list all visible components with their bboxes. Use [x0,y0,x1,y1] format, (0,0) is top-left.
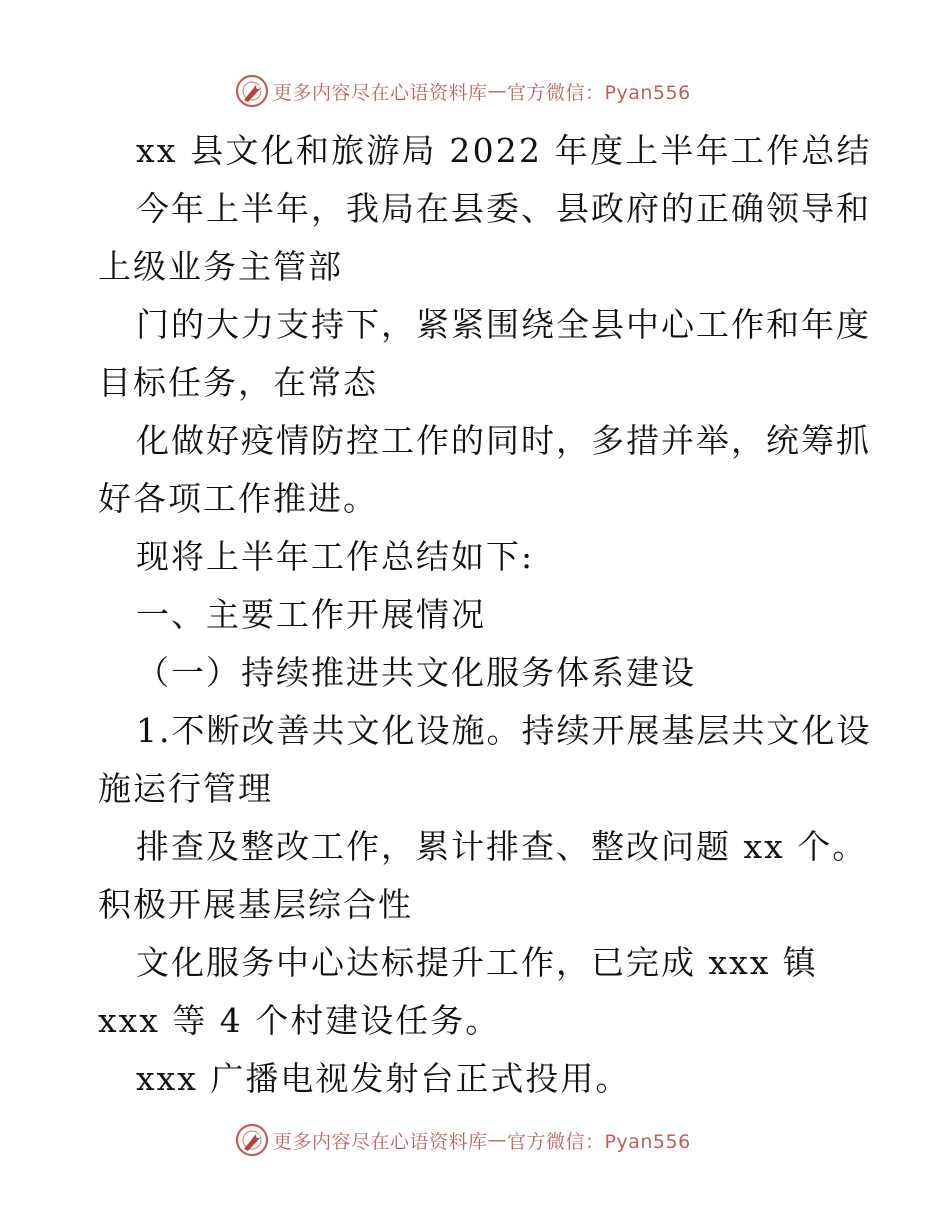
text-line: 排查及整改工作，累计排查、整改问题 xx 个。 [136,827,868,866]
text-line: 今年上半年，我局在县委、县政府的正确领导和 [136,189,871,228]
text-line: 门的大力支持下，紧紧围绕全县中心工作和年度 [136,305,871,344]
text-line: 1.不断改善共文化设施。持续开展基层共文化设 [136,711,872,750]
document-body [98,122,872,1108]
text-line: 化做好疫情防控工作的同时，多措并举，统筹抓 [136,421,871,460]
document-title: xx 县文化和旅游局 2022 年度上半年工作总结 [136,131,872,170]
text-line: 目标任务，在常态 [98,363,378,402]
watermark-wechat: 官方微信：Pyan556 [507,81,691,104]
text-line: xxx 等 4 个村建设任务。 [98,1001,501,1040]
watermark-separator: — [487,80,508,102]
text-line: 施运行管理 [98,769,273,808]
watermark-title: 更多内容尽在心语资料库 [273,1130,488,1153]
text-line: 一、主要工作开展情况 [136,595,486,634]
text-line: 好各项工作推进。 [98,479,378,518]
text-line: （一）持续推进共文化服务体系建设 [136,653,696,692]
text-line: xxx 广播电视发射台正式投用。 [136,1059,631,1098]
pen-nib-circle-logo-icon [234,1122,270,1158]
watermark-title: 更多内容尽在心语资料库 [273,81,488,104]
paragraph-lines [98,180,872,1108]
watermark-wechat: 官方微信：Pyan556 [507,1130,691,1153]
watermark-footer [234,1122,691,1158]
watermark-header [234,73,691,109]
text-line: 上级业务主管部 [98,247,343,286]
watermark-separator: — [487,1129,508,1151]
text-line: 现将上半年工作总结如下: [136,537,535,576]
pen-nib-circle-logo-icon [234,73,270,109]
text-line: 积极开展基层综合性 [98,885,413,924]
text-line: 文化服务中心达标提升工作，已完成 xxx 镇 [136,943,818,982]
